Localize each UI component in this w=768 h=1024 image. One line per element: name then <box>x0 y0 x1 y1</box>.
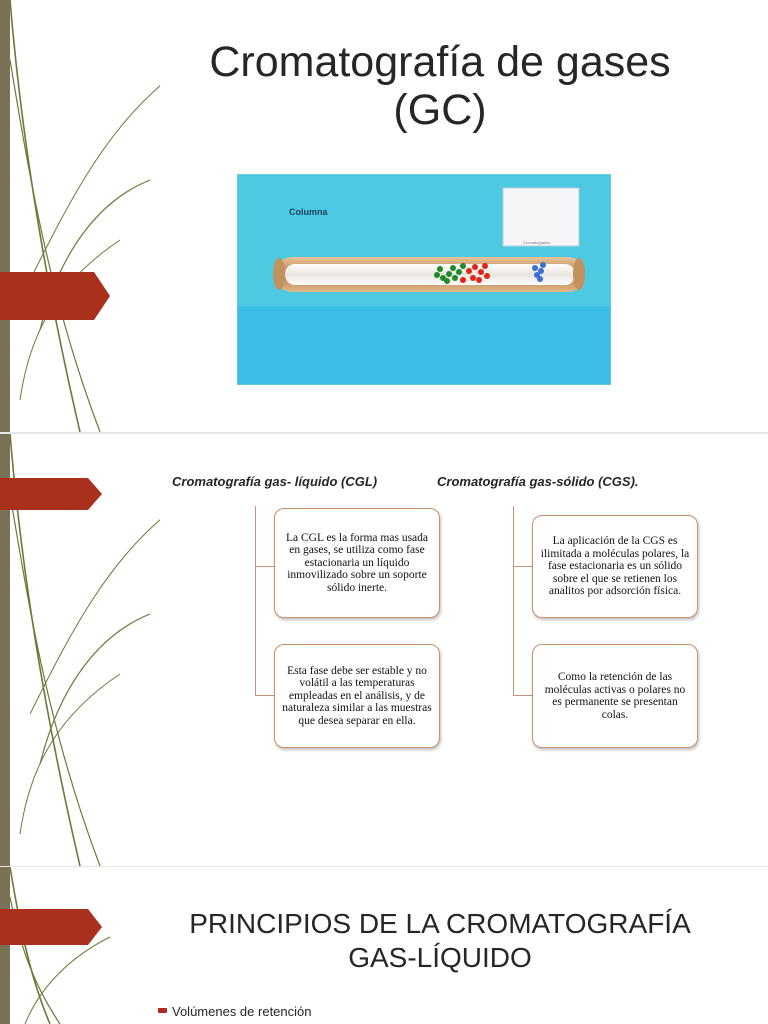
column-label: Columna <box>289 207 328 217</box>
decorative-swoosh <box>0 0 160 432</box>
accent-arrow-tag <box>0 909 112 945</box>
accent-arrow-tag <box>0 478 112 510</box>
cgs-box-2: Como la retención de las moléculas activas o polares no es permanente se presentan colas. <box>532 644 698 748</box>
decorative-swoosh <box>0 867 160 1024</box>
connector-line <box>255 566 274 567</box>
heading-cgs: Cromatografía gas-sólido (CGS). <box>437 474 639 489</box>
slide-1 <box>0 0 768 432</box>
connector-line <box>513 566 532 567</box>
connector-line <box>513 506 514 695</box>
bullet-arrow-icon <box>158 1008 167 1013</box>
title-line-1: PRINCIPIOS DE LA CROMATOGRAFÍA <box>189 908 691 939</box>
cgl-box-2: Esta fase debe ser estable y no volátil a las temperaturas empleadas en el análisis, y de naturaleza similar a las muestras que desea separar en ella. <box>274 644 440 748</box>
chromatogram-label: Cromatograma <box>523 240 550 245</box>
slide-3-title <box>150 907 730 975</box>
bullet-item <box>172 1004 311 1019</box>
title-line-2: (GC) <box>393 86 487 134</box>
heading-cgl: Cromatografía gas- líquido (CGL) <box>172 474 378 489</box>
title-line-2: GAS-LÍQUIDO <box>348 942 532 973</box>
bullet-text: Volúmenes de retención <box>172 1004 312 1019</box>
cgs-box-1: La aplicación de la CGS es ilimitada a moléculas polares, la fase estacionaria es un sólido sobre el que se retienen los analitos por adsorción física. <box>532 515 698 618</box>
connector-line <box>513 695 532 696</box>
cgl-box-1: La CGL es la forma mas usada en gases, se utiliza como fase estacionaria un líquido inmovilizado sobre un soporte sólido inerte. <box>274 508 440 618</box>
chromatography-animation <box>237 174 611 385</box>
accent-arrow-tag <box>0 272 112 320</box>
slide-title <box>150 38 730 134</box>
chromatogram-panel <box>503 188 579 246</box>
title-line-1: Cromatografía de gases <box>209 38 671 86</box>
connector-line <box>255 695 274 696</box>
connector-line <box>255 506 256 695</box>
